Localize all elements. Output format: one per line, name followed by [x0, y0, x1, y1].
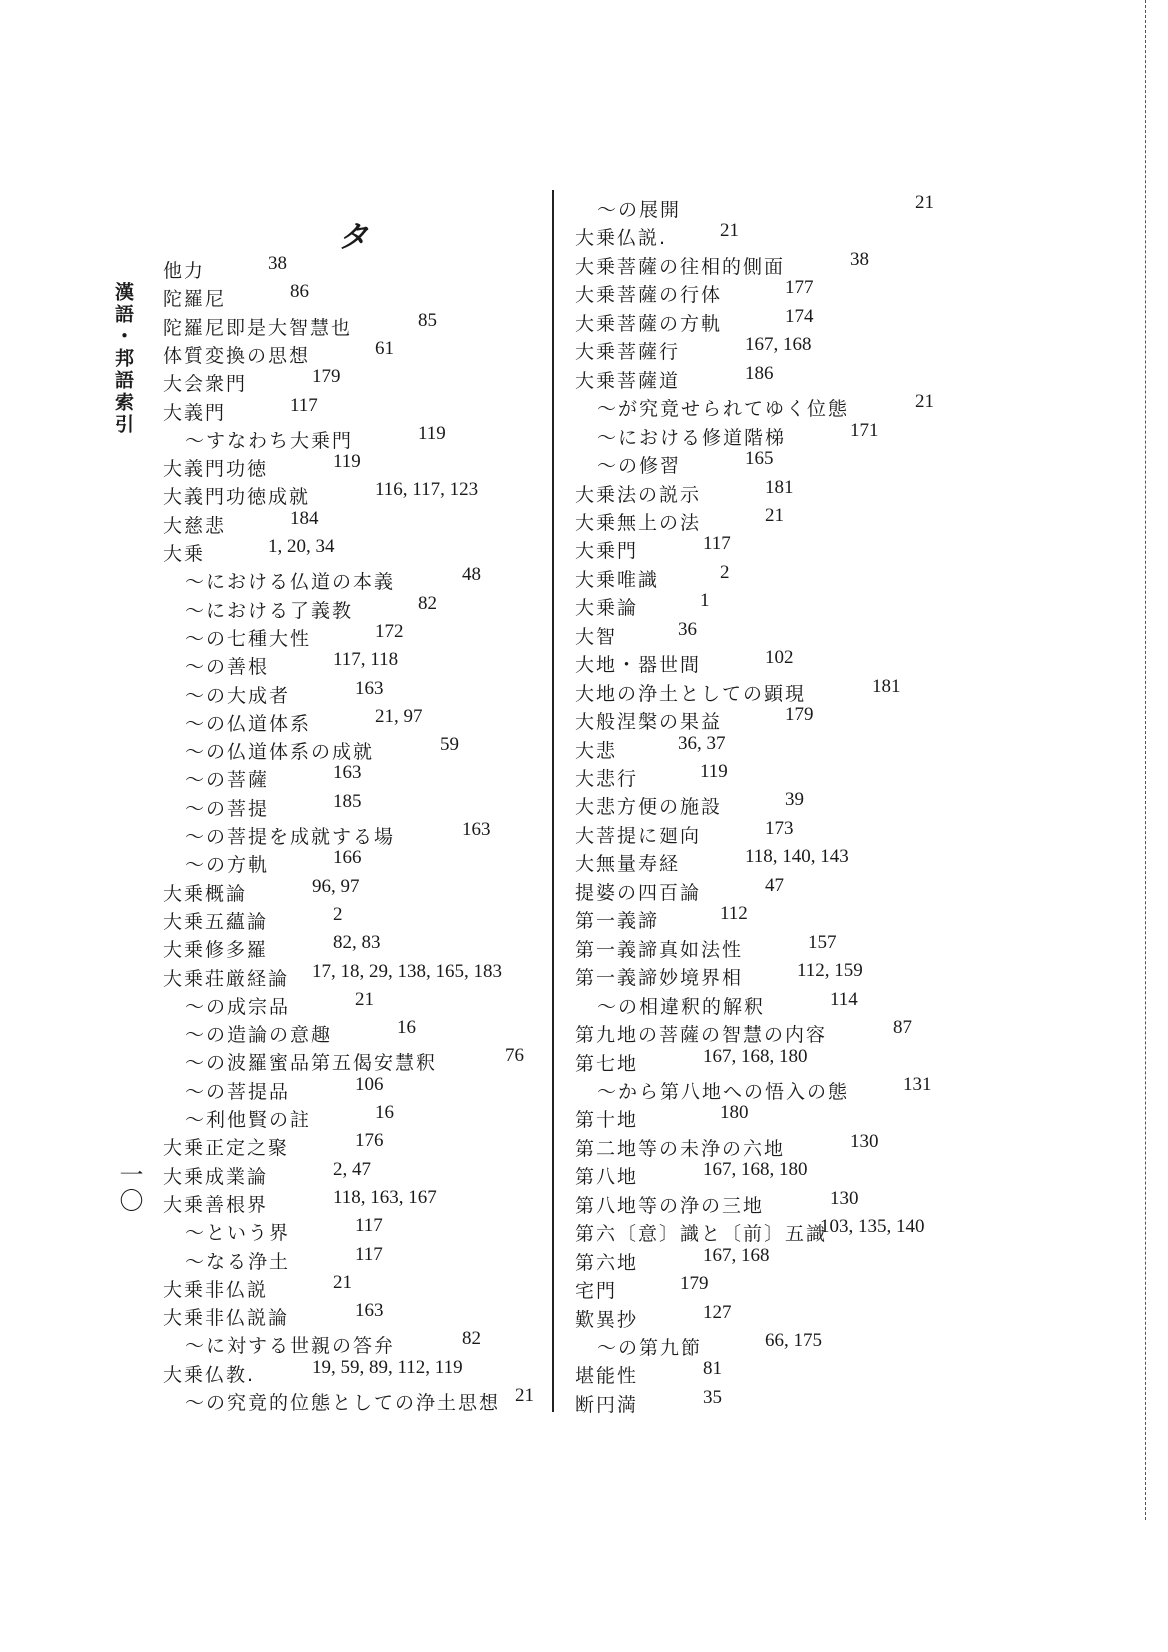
- index-page-numbers: 117: [290, 394, 318, 416]
- index-term: 〜における修道階梯: [597, 426, 787, 449]
- index-page-numbers: 163: [355, 677, 384, 699]
- index-page-numbers: 66, 175: [765, 1330, 822, 1351]
- page-number: 一〇: [115, 1162, 143, 1214]
- index-page-numbers: 131: [903, 1073, 932, 1095]
- index-term: 〜における仏道の本義: [185, 571, 396, 594]
- index-page-numbers: 167, 168, 180: [703, 1159, 808, 1181]
- index-term: 第八地: [575, 1166, 639, 1189]
- index-term: 宅門: [575, 1280, 618, 1303]
- index-term: 大智: [575, 625, 618, 648]
- index-page-numbers: 76: [505, 1045, 524, 1067]
- index-term: 〜の究竟的位態としての浄土思想: [185, 1392, 501, 1414]
- index-page-numbers: 117, 118: [333, 649, 399, 671]
- index-page-numbers: 103, 135, 140: [820, 1216, 925, 1238]
- index-term: 〜の菩提: [185, 797, 270, 820]
- index-term: 大無量寿経: [575, 853, 681, 876]
- index-term: 大義門功徳: [163, 458, 269, 481]
- index-term: 大会衆門: [163, 373, 248, 396]
- index-page-numbers: 167, 168, 180: [703, 1045, 808, 1067]
- index-page-numbers: 1, 20, 34: [268, 536, 335, 557]
- index-page-numbers: 38: [268, 253, 287, 274]
- index-page-numbers: 176: [355, 1130, 384, 1152]
- index-term: 〜の善根: [185, 656, 270, 679]
- index-term: 大慈悲: [163, 514, 227, 537]
- index-page-numbers: 82: [462, 1328, 481, 1350]
- index-page-numbers: 166: [333, 847, 362, 869]
- index-page-numbers: 185: [333, 790, 362, 812]
- index-page-numbers: 157: [808, 931, 837, 953]
- index-term: 歎異抄: [575, 1308, 639, 1331]
- index-page-numbers: 21: [765, 504, 784, 526]
- index-page-numbers: 47: [765, 874, 784, 896]
- index-page-numbers: 130: [850, 1130, 879, 1152]
- index-page-numbers: 16: [397, 1017, 416, 1039]
- index-page-numbers: 21: [915, 192, 934, 213]
- index-page-numbers: 21: [515, 1385, 534, 1406]
- index-term: 〜の展開: [597, 199, 682, 221]
- index-term: 第二地等の未浄の六地: [575, 1137, 786, 1160]
- index-page-numbers: 181: [765, 476, 794, 498]
- index-page-numbers: 61: [375, 337, 394, 359]
- index-term: 大菩提に廻向: [575, 824, 702, 847]
- index-term: 大乗概論: [163, 882, 248, 905]
- index-page-numbers: 59: [440, 734, 459, 756]
- index-term: 〜の相違釈的解釈: [597, 995, 766, 1018]
- index-page-numbers: 130: [830, 1187, 859, 1209]
- index-page-numbers: 82: [418, 592, 437, 614]
- index-page-numbers: 117: [355, 1215, 383, 1237]
- index-page-numbers: 102: [765, 647, 794, 669]
- index-term: 大乗菩薩の行体: [575, 284, 723, 307]
- index-page-numbers: 21: [333, 1271, 352, 1293]
- index-page-numbers: 38: [850, 248, 869, 270]
- index-page-numbers: 35: [703, 1386, 722, 1408]
- index-page-numbers: 173: [765, 817, 794, 839]
- index-term: 第七地: [575, 1052, 639, 1075]
- index-term: 大乗菩薩の方軌: [575, 312, 723, 335]
- index-term: 〜の第九節: [597, 1337, 703, 1359]
- index-page-numbers: 171: [850, 419, 879, 441]
- index-term: 大乗無上の法: [575, 511, 702, 534]
- index-term: 〜の造論の意趣: [185, 1024, 333, 1047]
- index-page-numbers: 1: [700, 590, 710, 612]
- index-term: 大乗: [163, 543, 206, 565]
- index-term: 大乗仏説.: [575, 227, 668, 250]
- index-term: 陀羅尼即是大智慧也: [163, 316, 353, 339]
- index-term: 大悲方便の施設: [575, 796, 723, 819]
- index-page-numbers: 21, 97: [375, 705, 423, 727]
- index-term: 大乗非仏説論: [163, 1307, 290, 1330]
- index-page-numbers: 186: [745, 362, 774, 384]
- index-page-numbers: 116, 117, 123: [375, 479, 479, 501]
- index-term: 大悲行: [575, 768, 639, 790]
- index-term: 〜の方軌: [185, 854, 270, 877]
- index-term: 大乗唯識: [575, 568, 660, 591]
- index-page-numbers: 21: [355, 988, 374, 1010]
- index-page-numbers: 16: [375, 1102, 394, 1123]
- index-term: 大義門: [163, 401, 227, 424]
- index-page-numbers: 21: [720, 220, 739, 242]
- index-page-numbers: 184: [290, 507, 319, 529]
- index-page-numbers: 2: [333, 903, 343, 925]
- column-divider: [552, 190, 554, 1412]
- index-term: 第一義諦: [575, 910, 660, 933]
- index-page-numbers: 21: [915, 391, 934, 413]
- index-term: 第九地の菩薩の智慧の内容: [575, 1024, 828, 1047]
- index-term: 大地・器世間: [575, 654, 702, 677]
- index-page-numbers: 112: [720, 903, 748, 925]
- index-term: 大乗非仏説: [163, 1278, 269, 1301]
- index-page-numbers: 117: [355, 1243, 383, 1265]
- index-term: 〜から第八地への悟入の態: [597, 1080, 850, 1103]
- index-term: 〜の波羅蜜品第五偈安慧釈: [185, 1052, 438, 1075]
- index-term: 大乗菩薩道: [575, 369, 681, 392]
- index-term: 〜の仏道体系: [185, 712, 312, 735]
- index-term: 第八地等の浄の三地: [575, 1194, 765, 1217]
- index-term: 〜が究竟せられてゆく位態: [597, 398, 850, 421]
- index-term: 大義門功徳成就: [163, 486, 311, 509]
- index-page-numbers: 39: [785, 789, 804, 811]
- section-kana-header: タ: [338, 220, 368, 255]
- index-page-numbers: 82, 83: [333, 932, 381, 954]
- scan-edge-line: [1145, 0, 1146, 1520]
- index-page-numbers: 181: [872, 675, 901, 697]
- index-term: 〜の七種大性: [185, 627, 312, 650]
- index-page-numbers: 87: [893, 1017, 912, 1039]
- index-term: 大般涅槃の果益: [575, 711, 723, 734]
- index-page-numbers: 165: [745, 448, 774, 470]
- index-term: 〜の菩薩: [185, 769, 270, 792]
- index-page-numbers: 48: [462, 564, 481, 586]
- index-term: 〜の大成者: [185, 684, 291, 707]
- index-page-numbers: 118, 163, 167: [333, 1186, 437, 1208]
- index-term: 〜の仏道体系の成就: [185, 741, 375, 764]
- index-page-numbers: 179: [785, 704, 814, 726]
- index-page-numbers: 117: [703, 533, 731, 555]
- index-page-numbers: 86: [290, 281, 309, 303]
- index-page-numbers: 81: [703, 1358, 722, 1380]
- index-term: 大乗門: [575, 540, 639, 563]
- index-term: 提婆の四百論: [575, 881, 702, 904]
- index-page-numbers: 119: [333, 451, 361, 473]
- index-term: 第一義諦真如法性: [575, 938, 744, 961]
- index-page-numbers: 2, 47: [333, 1158, 371, 1180]
- index-page-numbers: 112, 159: [797, 960, 863, 982]
- index-page-numbers: 17, 18, 29, 138, 165, 183: [312, 960, 502, 982]
- index-page-numbers: 19, 59, 89, 112, 119: [312, 1356, 463, 1378]
- index-term: 大乗菩薩の往相的側面: [575, 255, 786, 278]
- index-term: 第六地: [575, 1251, 639, 1274]
- index-term: 他力: [163, 260, 206, 282]
- index-page-numbers: 179: [680, 1273, 709, 1295]
- index-page-numbers: 127: [703, 1301, 732, 1323]
- index-page-numbers: 106: [355, 1073, 384, 1095]
- running-side-label: 漢語・邦語索引: [112, 282, 134, 436]
- index-page-numbers: 163: [355, 1300, 384, 1322]
- index-page-numbers: 119: [418, 422, 446, 444]
- index-term: 堪能性: [575, 1365, 639, 1388]
- index-term: 〜という界: [185, 1222, 291, 1245]
- index-term: 〜利他賢の註: [185, 1109, 312, 1131]
- index-term: 〜の成宗品: [185, 995, 291, 1018]
- index-page-numbers: 177: [785, 277, 814, 299]
- index-page-numbers: 119: [700, 761, 728, 782]
- index-term: 大悲: [575, 739, 618, 762]
- index-term: 体質変換の思想: [163, 344, 311, 367]
- index-term: 第六〔意〕識と〔前〕五識: [575, 1223, 828, 1246]
- index-term: 〜の修習: [597, 455, 682, 478]
- index-page-numbers: 172: [375, 620, 404, 642]
- index-term: 大乗法の説示: [575, 483, 702, 506]
- index-page-numbers: 118, 140, 143: [745, 846, 849, 868]
- index-term: 〜における了義教: [185, 599, 354, 622]
- index-term: 大乗菩薩行: [575, 341, 681, 364]
- index-term: 陀羅尼: [163, 288, 227, 311]
- index-term: 大乗修多羅: [163, 939, 269, 962]
- index-page-numbers: 180: [720, 1102, 749, 1124]
- index-term: 〜すなわち大乗門: [185, 429, 354, 452]
- index-term: 断円満: [575, 1393, 639, 1416]
- index-term: 大乗善根界: [163, 1193, 269, 1216]
- index-page-numbers: 163: [462, 819, 491, 840]
- index-term: 大乗五蘊論: [163, 910, 269, 933]
- index-term: 大乗正定之聚: [163, 1137, 290, 1160]
- index-page-numbers: 174: [785, 305, 814, 327]
- index-page-numbers: 36, 37: [678, 732, 726, 754]
- index-page-numbers: 163: [333, 762, 362, 784]
- index-term: 〜なる浄土: [185, 1250, 291, 1273]
- index-page-numbers: 2: [720, 561, 730, 583]
- index-term: 〜に対する世親の答弁: [185, 1335, 396, 1358]
- index-page-numbers: 167, 168: [745, 334, 812, 356]
- index-term: 大乗仏教.: [163, 1363, 256, 1386]
- index-page-numbers: 179: [312, 366, 341, 388]
- index-term: 大乗荘厳経論: [163, 967, 290, 990]
- index-term: 第十地: [575, 1109, 639, 1132]
- index-term: 〜の菩提を成就する場: [185, 826, 396, 848]
- index-page-numbers: 96, 97: [312, 875, 360, 897]
- index-term: 大乗成業論: [163, 1165, 269, 1188]
- index-page-numbers: 85: [418, 309, 437, 331]
- index-term: 大乗論: [575, 597, 639, 620]
- index-page-numbers: 36: [678, 618, 697, 640]
- index-page-numbers: 167, 168: [703, 1244, 770, 1266]
- index-term: 第一義諦妙境界相: [575, 967, 744, 990]
- index-page-numbers: 114: [830, 988, 858, 1010]
- index-term: 大地の浄土としての顕現: [575, 682, 807, 705]
- index-term: 〜の菩提品: [185, 1080, 291, 1103]
